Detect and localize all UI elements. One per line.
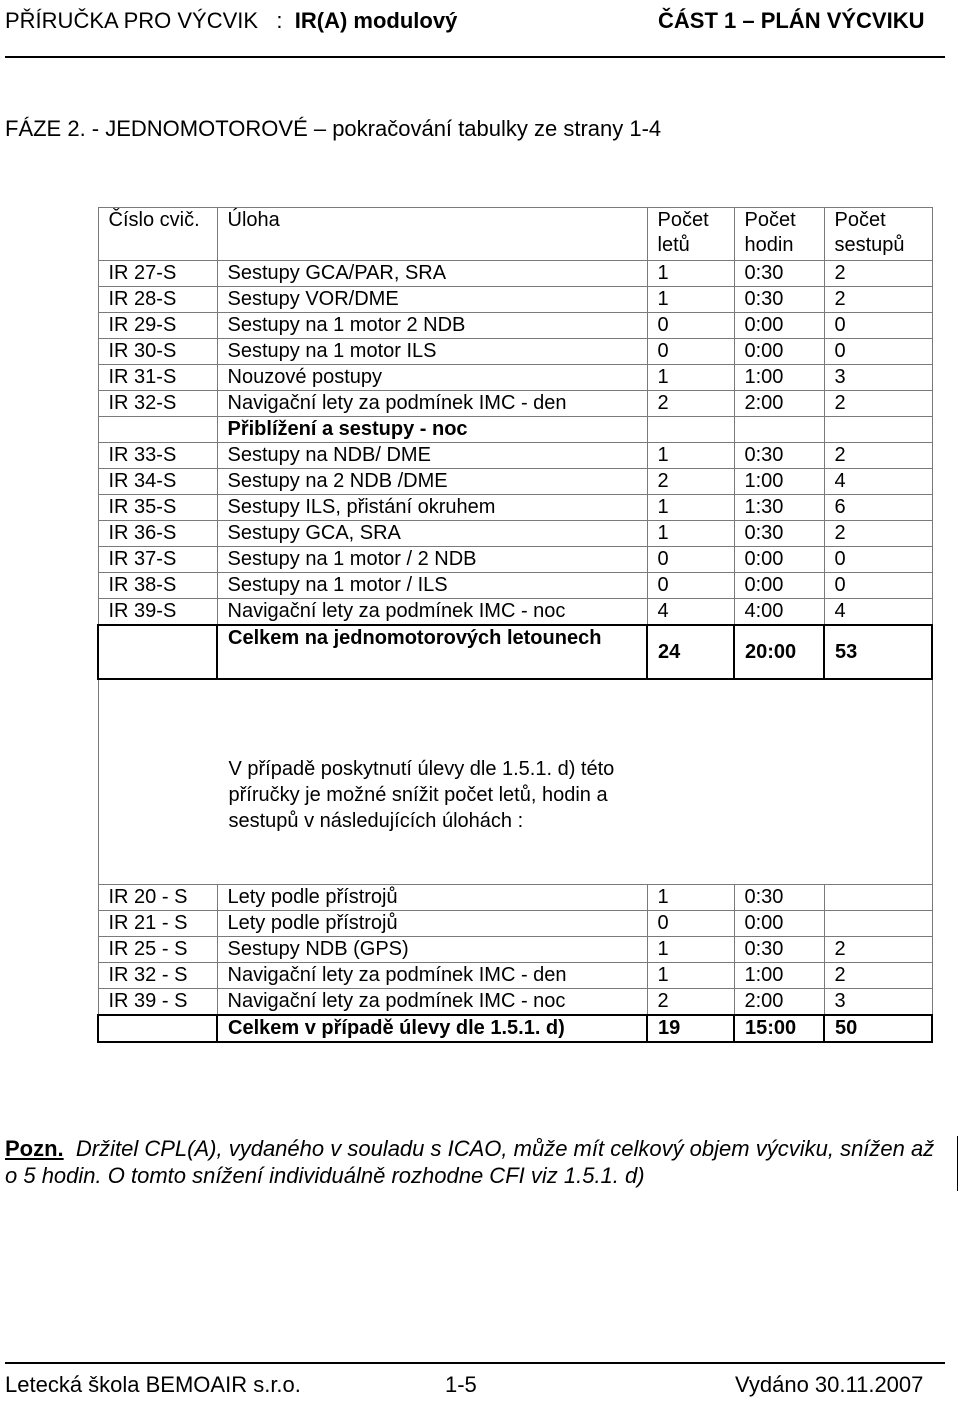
table-row xyxy=(98,261,932,287)
task-cell: Sestupy NDB (GPS) xyxy=(217,937,647,963)
table-row xyxy=(98,911,932,937)
hours-cell: 0:00 xyxy=(734,911,824,937)
hours-cell: 0:30 xyxy=(734,521,824,547)
total-row xyxy=(98,625,932,679)
phase-title: FÁZE 2. - JEDNOMOTOROVÉ – pokračování tabulky ze strany 1-4 xyxy=(5,116,662,141)
approaches-cell: 4 xyxy=(824,599,932,626)
task-cell: Přiblížení a sestupy - noc xyxy=(217,417,647,443)
hours-cell: 4:00 xyxy=(734,599,824,626)
approaches-cell: 0 xyxy=(824,339,932,365)
task-cell: Lety podle přístrojů xyxy=(217,885,647,911)
header-separator: : xyxy=(276,8,283,33)
exercise-cell: IR 29-S xyxy=(98,313,217,339)
footnote-label: Pozn. xyxy=(5,1136,64,1161)
flights-cell: 0 xyxy=(647,339,734,365)
flights-cell: 2 xyxy=(647,391,734,417)
exercise-cell: IR 37-S xyxy=(98,547,217,573)
exercise-cell: IR 36-S xyxy=(98,521,217,547)
approaches-cell: 0 xyxy=(824,547,932,573)
task-cell: Lety podle přístrojů xyxy=(217,911,647,937)
flights-cell: 1 xyxy=(647,963,734,989)
exercise-cell: IR 20 - S xyxy=(98,885,217,911)
column-header-flights: Počet letů xyxy=(647,208,734,261)
table-row xyxy=(98,599,932,626)
hours-cell: 15:00 xyxy=(734,1015,824,1042)
flights-cell: 0 xyxy=(647,313,734,339)
approaches-cell: 3 xyxy=(824,989,932,1016)
exercise-cell xyxy=(98,417,217,443)
task-cell: Sestupy GCA/PAR, SRA xyxy=(217,261,647,287)
header-left xyxy=(5,5,457,37)
exercise-cell: IR 31-S xyxy=(98,365,217,391)
relief-note-row xyxy=(98,679,932,885)
hours-cell: 0:30 xyxy=(734,261,824,287)
relief-note-text: V případě poskytnutí úlevy dle 1.5.1. d) této příručky je možné snížit počet letů, hodin a sestupů v následujících úlohách : xyxy=(228,758,615,832)
task-cell: Sestupy ILS, přistání okruhem xyxy=(217,495,647,521)
manual-title: PŘÍRUČKA PRO VÝCVIK xyxy=(5,8,259,33)
hours-cell xyxy=(734,417,824,443)
flights-cell: 1 xyxy=(647,885,734,911)
hours-cell: 20:00 xyxy=(734,625,824,679)
exercise-cell: IR 32-S xyxy=(98,391,217,417)
task-cell: Sestupy na 1 motor ILS xyxy=(217,339,647,365)
footnote-text: Držitel CPL(A), vydaného v souladu s ICAO, může mít celkový objem výcviku, snížen až o 5 hodin. O tomto snížení individuálně rozhodne CFI viz 1.5.1. d) xyxy=(5,1136,935,1188)
flights-cell: 1 xyxy=(647,521,734,547)
flights-cell: 1 xyxy=(647,261,734,287)
table-row xyxy=(98,547,932,573)
table-row xyxy=(98,885,932,911)
table-row xyxy=(98,573,932,599)
task-cell: Sestupy na NDB/ DME xyxy=(217,443,647,469)
hours-cell: 1:00 xyxy=(734,365,824,391)
flights-cell xyxy=(647,417,734,443)
flights-cell: 1 xyxy=(647,443,734,469)
flights-cell: 0 xyxy=(647,911,734,937)
approaches-cell: 4 xyxy=(824,469,932,495)
footer-issue-date: Vydáno 30.11.2007 xyxy=(735,1372,924,1397)
task-cell xyxy=(217,625,647,679)
exercise-cell: IR 35-S xyxy=(98,495,217,521)
flights-cell: 2 xyxy=(647,989,734,1016)
part-title: ČÁST 1 – PLÁN VÝCVIKU xyxy=(658,8,925,33)
approaches-cell: 2 xyxy=(824,521,932,547)
table-row xyxy=(98,365,932,391)
exercise-cell: IR 34-S xyxy=(98,469,217,495)
task-cell: Navigační lety za podmínek IMC - den xyxy=(217,963,647,989)
exercise-cell: IR 39 - S xyxy=(98,989,217,1016)
page-footer xyxy=(5,1362,945,1399)
hours-cell: 0:00 xyxy=(734,313,824,339)
footer-school: Letecká škola BEMOAIR s.r.o. xyxy=(5,1372,301,1397)
flights-cell: 1 xyxy=(647,365,734,391)
section-heading-row xyxy=(98,417,932,443)
exercise-cell: IR 38-S xyxy=(98,573,217,599)
table-row xyxy=(98,937,932,963)
page-header xyxy=(5,2,945,58)
approaches-cell: 2 xyxy=(824,261,932,287)
exercise-cell: IR 25 - S xyxy=(98,937,217,963)
flights-cell: 0 xyxy=(647,573,734,599)
table-row xyxy=(98,495,932,521)
approaches-cell xyxy=(824,911,932,937)
approaches-cell: 50 xyxy=(824,1015,932,1042)
relief-note-cell xyxy=(98,679,932,885)
exercise-cell: IR 28-S xyxy=(98,287,217,313)
exercise-cell: IR 33-S xyxy=(98,443,217,469)
approaches-cell: 2 xyxy=(824,443,932,469)
change-bar xyxy=(957,1136,958,1191)
training-plan-table xyxy=(97,207,933,1043)
task-cell: Celkem v případě úlevy dle 1.5.1. d) xyxy=(217,1015,647,1042)
hours-cell: 0:30 xyxy=(734,287,824,313)
table-row xyxy=(98,287,932,313)
column-header-hours: Počet hodin xyxy=(734,208,824,261)
exercise-cell: IR 32 - S xyxy=(98,963,217,989)
exercise-cell: IR 27-S xyxy=(98,261,217,287)
task-cell: Nouzové postupy xyxy=(217,365,647,391)
approaches-cell: 2 xyxy=(824,963,932,989)
table-header-row xyxy=(98,208,932,261)
task-cell: Navigační lety za podmínek IMC - den xyxy=(217,391,647,417)
column-header-exercise: Číslo cvič. xyxy=(98,208,217,261)
hours-cell: 1:00 xyxy=(734,469,824,495)
hours-cell: 0:30 xyxy=(734,885,824,911)
flights-cell: 0 xyxy=(647,547,734,573)
hours-cell: 1:00 xyxy=(734,963,824,989)
table-row xyxy=(98,391,932,417)
exercise-cell xyxy=(98,625,217,679)
table-row xyxy=(98,339,932,365)
approaches-cell xyxy=(824,417,932,443)
hours-cell: 0:30 xyxy=(734,937,824,963)
column-header-approaches: Počet sestupů xyxy=(824,208,932,261)
task-cell: Sestupy na 2 NDB /DME xyxy=(217,469,647,495)
table-row xyxy=(98,313,932,339)
exercise-cell: IR 39-S xyxy=(98,599,217,626)
task-cell: Navigační lety za podmínek IMC - noc xyxy=(217,989,647,1016)
hours-cell: 1:30 xyxy=(734,495,824,521)
hours-cell: 0:00 xyxy=(734,573,824,599)
flights-cell: 1 xyxy=(647,937,734,963)
approaches-cell: 2 xyxy=(824,287,932,313)
approaches-cell: 53 xyxy=(824,625,932,679)
exercise-cell xyxy=(98,1015,217,1042)
flights-cell: 19 xyxy=(647,1015,734,1042)
approaches-cell: 0 xyxy=(824,313,932,339)
approaches-cell: 6 xyxy=(824,495,932,521)
task-cell: Sestupy VOR/DME xyxy=(217,287,647,313)
table-row xyxy=(98,963,932,989)
column-header-task: Úloha xyxy=(217,208,647,261)
flights-cell: 4 xyxy=(647,599,734,626)
exercise-cell: IR 30-S xyxy=(98,339,217,365)
approaches-cell xyxy=(824,885,932,911)
table-row xyxy=(98,989,932,1016)
table-row xyxy=(98,469,932,495)
approaches-cell: 2 xyxy=(824,937,932,963)
table-row xyxy=(98,443,932,469)
task-cell: Sestupy na 1 motor 2 NDB xyxy=(217,313,647,339)
table-row xyxy=(98,521,932,547)
total-row-label: Celkem na jednomotorových letounech xyxy=(228,627,602,649)
flights-cell: 2 xyxy=(647,469,734,495)
exercise-cell: IR 21 - S xyxy=(98,911,217,937)
hours-cell: 0:00 xyxy=(734,339,824,365)
task-cell: Sestupy na 1 motor / 2 NDB xyxy=(217,547,647,573)
approaches-cell: 0 xyxy=(824,573,932,599)
flights-cell: 24 xyxy=(647,625,734,679)
hours-cell: 0:30 xyxy=(734,443,824,469)
hours-cell: 2:00 xyxy=(734,391,824,417)
task-cell: Sestupy na 1 motor / ILS xyxy=(217,573,647,599)
relief-total-row xyxy=(98,1015,932,1042)
flights-cell: 1 xyxy=(647,287,734,313)
hours-cell: 0:00 xyxy=(734,547,824,573)
footer-page-number: 1-5 xyxy=(445,1372,477,1397)
module-name: IR(A) modulový xyxy=(294,8,458,33)
approaches-cell: 2 xyxy=(824,391,932,417)
task-cell: Navigační lety za podmínek IMC - noc xyxy=(217,599,647,626)
flights-cell: 1 xyxy=(647,495,734,521)
task-cell: Sestupy GCA, SRA xyxy=(217,521,647,547)
training-plan-body xyxy=(98,208,932,1043)
footnote xyxy=(5,1135,935,1189)
hours-cell: 2:00 xyxy=(734,989,824,1016)
approaches-cell: 3 xyxy=(824,365,932,391)
